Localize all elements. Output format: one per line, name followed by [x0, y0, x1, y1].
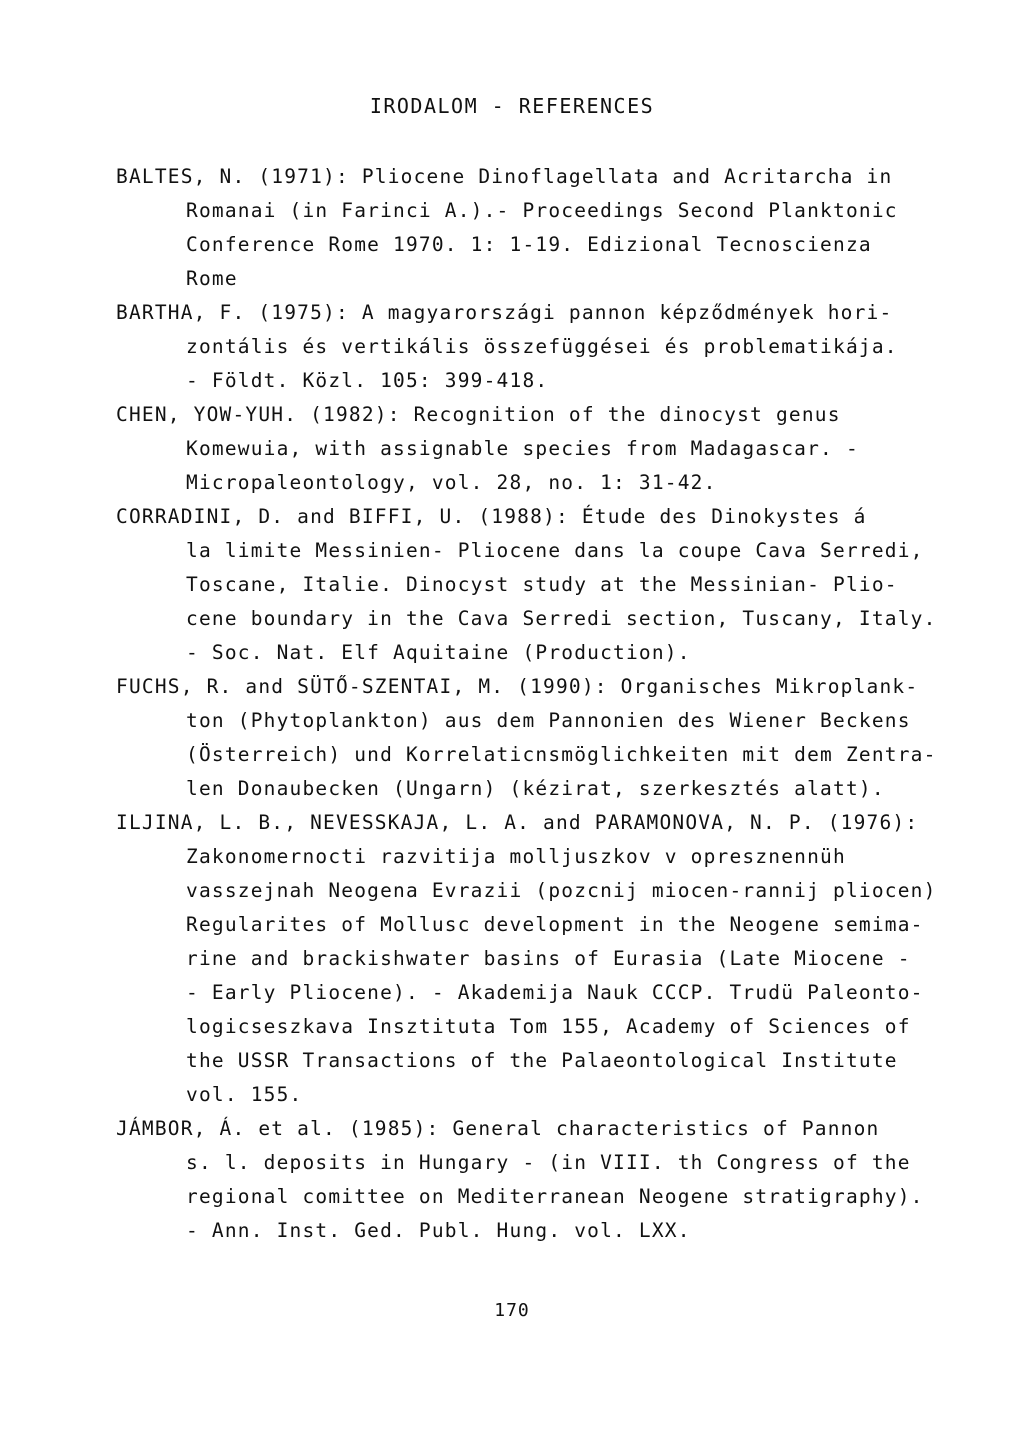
- reference-line: zontális és vertikális összefüggései és problematikája.: [186, 335, 898, 358]
- reference-line: (Österreich) und Korrelaticnsmöglichkeiten mit dem Zentra-: [186, 743, 937, 766]
- reference-entry: [116, 806, 966, 1112]
- reference-line: Romanai (in Farinci A.).- Proceedings Second Planktonic: [186, 199, 898, 222]
- reference-line: the USSR Transactions of the Palaeontological Institute: [186, 1049, 898, 1072]
- page-heading: IRODALOM - REFERENCES: [369, 94, 655, 118]
- reference-line: cene boundary in the Cava Serredi section, Tuscany, Italy.: [186, 607, 937, 630]
- reference-line: Zakonomernocti razvitija molljuszkov v opresznennüh: [186, 845, 846, 868]
- reference-line: FUCHS, R. and SÜTŐ-SZENTAI, M. (1990): Organisches Mikroplank-: [116, 675, 919, 698]
- reference-line: JÁMBOR, Á. et al. (1985): General characteristics of Pannon: [116, 1117, 880, 1140]
- reference-line: Komewuia, with assignable species from Madagascar. -: [186, 437, 859, 460]
- reference-entry: [116, 1112, 966, 1248]
- reference-entry: [116, 500, 966, 670]
- reference-line: Micropaleontology, vol. 28, no. 1: 31-42.: [186, 471, 717, 494]
- reference-line: BARTHA, F. (1975): A magyarországi pannon képződmények hori-: [116, 301, 893, 324]
- reference-line: CORRADINI, D. and BIFFI, U. (1988): Étude des Dinokystes á: [116, 505, 867, 528]
- reference-line: rine and brackishwater basins of Eurasia (Late Miocene -: [186, 947, 911, 970]
- reference-entry: [116, 398, 966, 500]
- reference-line: ton (Phytoplankton) aus dem Pannonien des Wiener Beckens: [186, 709, 911, 732]
- reference-line: - Ann. Inst. Ged. Publ. Hung. vol. LXX.: [186, 1219, 691, 1242]
- reference-line: Toscane, Italie. Dinocyst study at the Messinian- Plio-: [186, 573, 898, 596]
- reference-entry: [116, 670, 966, 806]
- reference-line: Rome: [186, 267, 238, 290]
- reference-line: CHEN, YOW-YUH. (1982): Recognition of the dinocyst genus: [116, 403, 841, 426]
- reference-entry: [116, 160, 966, 296]
- reference-line: - Soc. Nat. Elf Aquitaine (Production).: [186, 641, 691, 664]
- reference-line: vol. 155.: [186, 1083, 303, 1106]
- reference-line: logicseszkava Insztituta Tom 155, Academy of Sciences of: [186, 1015, 911, 1038]
- reference-line: s. l. deposits in Hungary - (in VIII. th Congress of the: [186, 1151, 911, 1174]
- reference-entry: [116, 296, 966, 398]
- reference-line: regional comittee on Mediterranean Neogene stratigraphy).: [186, 1185, 924, 1208]
- reference-line: - Földt. Közl. 105: 399-418.: [186, 369, 549, 392]
- reference-list: [116, 160, 966, 1328]
- reference-line: la limite Messinien- Pliocene dans la coupe Cava Serredi,: [186, 539, 924, 562]
- reference-line: - Early Pliocene). - Akademija Nauk CCCP. Trudü Paleonto-: [186, 981, 924, 1004]
- reference-line: BALTES, N. (1971): Pliocene Dinoflagellata and Acritarcha in: [116, 165, 893, 188]
- reference-line: vasszejnah Neogena Evrazii (pozcnij miocen-rannij pliocen): [186, 879, 937, 902]
- page-number: 170: [494, 1300, 530, 1321]
- reference-line: ILJINA, L. B., NEVESSKAJA, L. A. and PARAMONOVA, N. P. (1976):: [116, 811, 919, 834]
- reference-line: Regularites of Mollusc development in the Neogene semima-: [186, 913, 924, 936]
- reference-line: len Donaubecken (Ungarn) (kézirat, szerkesztés alatt).: [186, 777, 885, 800]
- reference-line: Conference Rome 1970. 1: 1-19. Edizional Tecnoscienza: [186, 233, 872, 256]
